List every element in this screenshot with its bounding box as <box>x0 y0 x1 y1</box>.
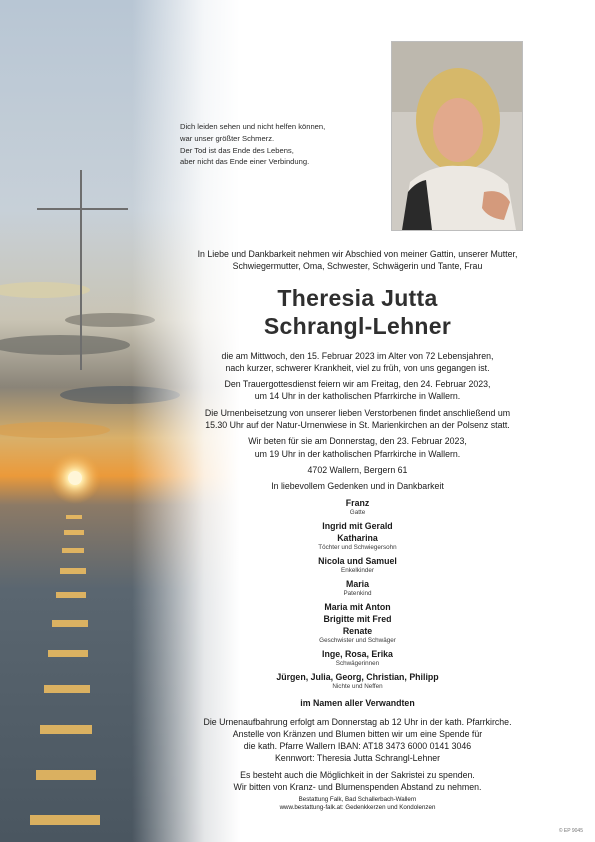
mourner-group <box>160 648 555 668</box>
memorial-poem <box>180 121 380 168</box>
intro-text <box>160 248 555 273</box>
remembrance-line: In liebevollem Gedenken und in Dankbarkeit <box>271 481 444 492</box>
mourner-relation: Enkelkinder <box>341 566 374 574</box>
mourner-names: Franz <box>345 497 370 508</box>
mourner-names: Brigitte mit Fred <box>323 613 392 624</box>
text-line: nach kurzer, schwerer Krankheit, viel zu früh, von uns gegangen ist. <box>225 362 490 373</box>
poem-line: aber nicht das Ende einer Verbindung. <box>180 157 310 167</box>
deceased-name-first: Theresia Jutta <box>277 284 438 311</box>
mourner-names: Maria mit Anton <box>324 601 391 612</box>
mourner-group <box>160 578 555 598</box>
mourner-group <box>160 671 555 691</box>
intro-line: Schwiegermutter, Oma, Schwester, Schwägerin und Tante, Frau <box>232 261 483 272</box>
undertaker-info <box>160 796 555 812</box>
mourner-names: Renate <box>342 625 373 636</box>
mourner-group <box>160 601 555 645</box>
closing-line: im Namen aller Verwandten <box>300 697 415 708</box>
mourners-list <box>160 497 555 691</box>
text-line: Die Urnenaufbahrung erfolgt am Donnerstag ab 12 Uhr in der kath. Pfarrkirche. <box>203 716 512 727</box>
text-line: Die Urnenbeisetzung von unserer lieben Verstorbenen findet anschließend um <box>204 407 511 418</box>
text-line: Kennwort: Theresia Jutta Schrangl-Lehner <box>274 753 441 764</box>
poem-line: war unser größter Schmerz. <box>180 133 275 143</box>
text-line: Den Trauergottesdienst feiern wir am Freitag, den 24. Februar 2023, <box>224 379 491 390</box>
mourner-relation: Töchter und Schwiegersohn <box>318 543 397 551</box>
funeral-service-info <box>160 378 555 403</box>
mourner-names: Katharina <box>337 532 378 543</box>
undertaker-line: www.bestattung-falk.at: Gedenkkerzen und Kondolenzen <box>279 804 436 812</box>
mourner-names: Jürgen, Julia, Georg, Christian, Philipp <box>276 671 439 682</box>
urn-burial-info <box>160 407 555 432</box>
mourner-relation: Schwägerinnen <box>335 659 380 667</box>
mourner-relation: Nichte und Neffen <box>332 682 383 690</box>
obituary-body <box>160 248 555 812</box>
text-line: 15.30 Uhr auf der Natur-Urnenwiese in St. Marienkirchen an der Polsenz statt. <box>205 420 510 431</box>
text-line: Wir bitten von Kranz- und Blumenspenden Abstand zu nehmen. <box>233 782 482 793</box>
mourner-names: Nicola und Samuel <box>318 555 397 566</box>
mourner-relation: Gatte <box>349 508 366 516</box>
prayer-info <box>160 435 555 460</box>
mourner-relation: Patenkind <box>343 589 372 597</box>
text-line: die kath. Pfarre Wallern IBAN: AT18 3473 6000 0141 3046 <box>243 741 472 752</box>
deceased-name-last: Schrangl-Lehner <box>263 312 452 339</box>
sacristy-notice <box>160 769 555 794</box>
text-line: um 14 Uhr in der katholischen Pfarrkirche in Wallern. <box>254 391 461 402</box>
undertaker-line: Bestattung Falk, Bad Schallerbach-Wallern <box>298 796 417 804</box>
poem-line: Der Tod ist das Ende des Lebens, <box>180 145 294 155</box>
donation-notice <box>160 716 555 765</box>
address: 4702 Wallern, Bergern 61 <box>307 464 408 475</box>
poem-line: Dich leiden sehen und nicht helfen können, <box>180 122 326 131</box>
intro-line: In Liebe und Dankbarkeit nehmen wir Abschied von meiner Gattin, unserer Mutter, <box>197 249 518 259</box>
text-line: um 19 Uhr in der katholischen Pfarrkirche in Wallern. <box>254 448 461 459</box>
mourner-relation: Geschwister und Schwäger <box>319 636 396 644</box>
text-line: Wir beten für sie am Donnerstag, den 23. Februar 2023, <box>248 436 467 447</box>
text-line: Es besteht auch die Möglichkeit in der Sakristei zu spenden. <box>240 769 475 780</box>
text-line: Anstelle von Kränzen und Blumen bitten wir um eine Spende für <box>232 728 483 739</box>
portrait-photo <box>391 41 523 231</box>
mourner-group <box>160 497 555 517</box>
mourner-names: Maria <box>346 578 369 589</box>
mourner-names: Ingrid mit Gerald <box>322 520 393 531</box>
mourner-group <box>160 520 555 552</box>
text-line: die am Mittwoch, den 15. Februar 2023 im Alter von 72 Lebensjahren, <box>221 350 494 361</box>
mourner-group <box>160 555 555 575</box>
copyright-mark: © EP 9045 <box>558 828 583 834</box>
death-announcement <box>160 350 555 375</box>
mourner-names: Inge, Rosa, Erika <box>322 648 393 659</box>
